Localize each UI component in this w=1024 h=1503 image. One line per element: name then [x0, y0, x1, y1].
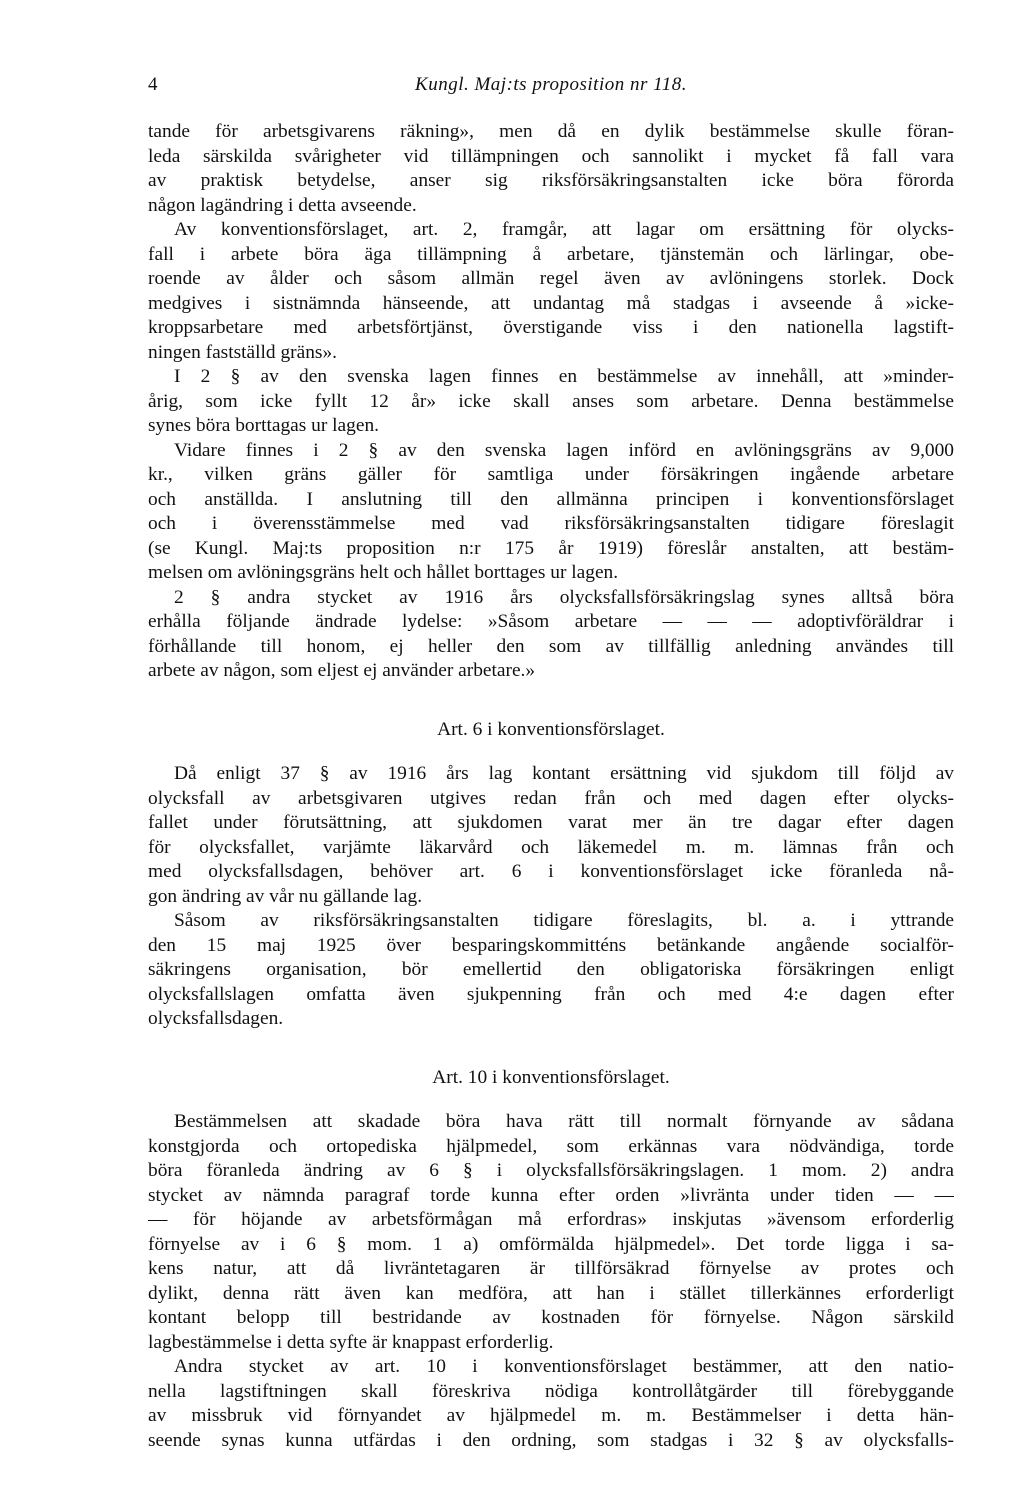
text-line: konstgjorda och ortopediska hjälpmedel, som erkännas vara nödvändiga, torde: [148, 1135, 954, 1157]
body-text: [148, 120, 954, 1453]
text-line: synes böra borttagas ur lagen.: [148, 415, 380, 436]
text-line: roende av ålder och såsom allmän regel även av avlöningens storlek. Dock: [148, 268, 954, 289]
section-heading-art-10: Art. 10 i konventionsförslaget.: [432, 1066, 670, 1088]
text-line: fall i arbete böra äga tillämpning å arbetare, tjänstemän och lärlingar, obe-: [148, 243, 954, 265]
text-line: Andra stycket av art. 10 i konventionsförslaget bestämmer, att den natio-: [174, 1356, 954, 1377]
section-intro: [148, 120, 954, 684]
text-line: nella lagstiftningen skall föreskriva nödiga kontrollåtgärder till förebyggande: [148, 1380, 954, 1402]
text-line: kr., vilken gräns gäller för samtliga under försäkringen ingående arbetare: [148, 464, 954, 485]
text-line: kroppsarbetare med arbetsförtjänst, överstigande viss i den nationella lagstift-: [148, 317, 954, 338]
section-heading-art-6: Art. 6 i konventionsförslaget.: [437, 718, 665, 740]
spacer: [148, 742, 954, 762]
text-line: Bestämmelsen att skadade böra hava rätt till normalt förnyande av sådana: [174, 1111, 954, 1132]
text-line: stycket av nämnda paragraf torde kunna efter orden »livränta under tiden — —: [148, 1184, 954, 1206]
text-line: tande för arbetsgivarens räkning», men då en dylik bestämmelse skulle föran-: [148, 121, 954, 142]
text-line: Av konventionsförslaget, art. 2, framgår, att lagar om ersättning för olycks-: [174, 219, 954, 240]
spacer: [148, 1090, 954, 1110]
text-line: säkringens organisation, bör emellertid den obligatoriska försäkringen enligt: [148, 959, 954, 980]
text-line: och anställda. I anslutning till den allmänna principen i konventionsförslaget: [148, 488, 954, 510]
text-line: förhållande till honom, ej heller den som av tillfällig anledning användes till: [148, 635, 954, 657]
spacer: [148, 684, 954, 718]
text-line: (se Kungl. Maj:ts proposition n:r 175 år 1919) föreslår anstalten, att bestäm-: [148, 537, 954, 559]
section-art-6: [148, 762, 954, 1032]
text-line: den 15 maj 1925 över besparingskommitténs betänkande angående socialför-: [148, 934, 954, 956]
text-line: årig, som icke fyllt 12 år» icke skall anses som arbetare. Denna bestämmelse: [148, 390, 954, 412]
text-line: ningen fastställd gräns».: [148, 341, 338, 363]
text-line: Vidare finnes i 2 § av den svenska lagen införd en avlöningsgräns av 9,000: [174, 439, 954, 461]
text-line: fallet under förutsättning, att sjukdomen varat mer än tre dagar efter dagen: [148, 812, 954, 833]
text-line: gon ändring av vår nu gällande lag.: [148, 885, 423, 907]
text-line: Då enligt 37 § av 1916 års lag kontant ersättning vid sjukdom till följd av: [174, 763, 954, 784]
text-line: — för höjande av arbetsförmågan må erfordras» inskjutas »ävensom erforderlig: [148, 1209, 954, 1230]
text-line: Såsom av riksförsäkringsanstalten tidigare föreslagits, bl. a. i yttrande: [174, 910, 954, 931]
text-line: för olycksfallet, varjämte läkarvård och läkemedel m. m. lämnas från och: [148, 836, 954, 858]
text-line: böra föranleda ändring av 6 § i olycksfallsförsäkringslagen. 1 mom. 2) andra: [148, 1160, 954, 1181]
running-title: Kungl. Maj:ts proposition nr 118.: [415, 74, 687, 95]
text-line: av missbruk vid förnyandet av hjälpmedel m. m. Bestämmelser i detta hän-: [148, 1405, 954, 1426]
text-line: erhålla följande ändrade lydelse: »Såsom arbetare — — — adoptivföräldrar i: [148, 611, 954, 632]
text-line: medgives i sistnämnda hänseende, att undantag må stadgas i avseende å »icke-: [148, 292, 954, 314]
text-line: olycksfallsdagen.: [148, 1008, 284, 1029]
text-line: med olycksfallsdagen, behöver art. 6 i konventionsförslaget icke föranleda nå-: [148, 861, 954, 882]
section-art-10: [148, 1110, 954, 1453]
text-line: av praktisk betydelse, anser sig riksförsäkringsanstalten icke böra förorda: [148, 170, 954, 191]
text-line: lagbestämmelse i detta syfte är knappast erforderlig.: [148, 1331, 554, 1353]
text-line: 2 § andra stycket av 1916 års olycksfallsförsäkringslag synes alltså böra: [174, 586, 954, 608]
text-line: kontant belopp till bestridande av kostnaden för förnyelse. Någon särskild: [148, 1307, 954, 1328]
text-line: arbete av någon, som eljest ej använder arbetare.»: [148, 660, 536, 681]
page-header: [148, 74, 954, 104]
page-number: 4: [148, 74, 158, 95]
text-line: seende synas kunna utfärdas i den ordning, som stadgas i 32 § av olycksfalls-: [148, 1429, 954, 1451]
text-line: förnyelse av i 6 § mom. 1 a) omförmälda hjälpmedel». Det torde ligga i sa-: [148, 1233, 954, 1255]
text-line: olycksfall av arbetsgivaren utgives redan från och med dagen efter olycks-: [148, 787, 954, 809]
text-line: olycksfallslagen omfatta även sjukpenning från och med 4:e dagen efter: [148, 983, 954, 1005]
text-line: någon lagändring i detta avseende.: [148, 194, 417, 216]
text-line: och i överensstämmelse med vad riksförsäkringsanstalten tidigare föreslagit: [148, 513, 954, 534]
text-line: dylikt, denna rätt även kan medföra, att han i stället tillerkännes erforderligt: [148, 1282, 954, 1304]
spacer: [148, 1032, 954, 1066]
text-line: leda särskilda svårigheter vid tillämpningen och sannolikt i mycket få fall vara: [148, 145, 954, 167]
text-line: melsen om avlöningsgräns helt och hållet borttages ur lagen.: [148, 562, 619, 583]
text-line: kens natur, att då livräntetagaren är tillförsäkrad förnyelse av protes och: [148, 1258, 954, 1279]
text-line: I 2 § av den svenska lagen finnes en bestämmelse av innehåll, att »minder-: [174, 366, 954, 387]
